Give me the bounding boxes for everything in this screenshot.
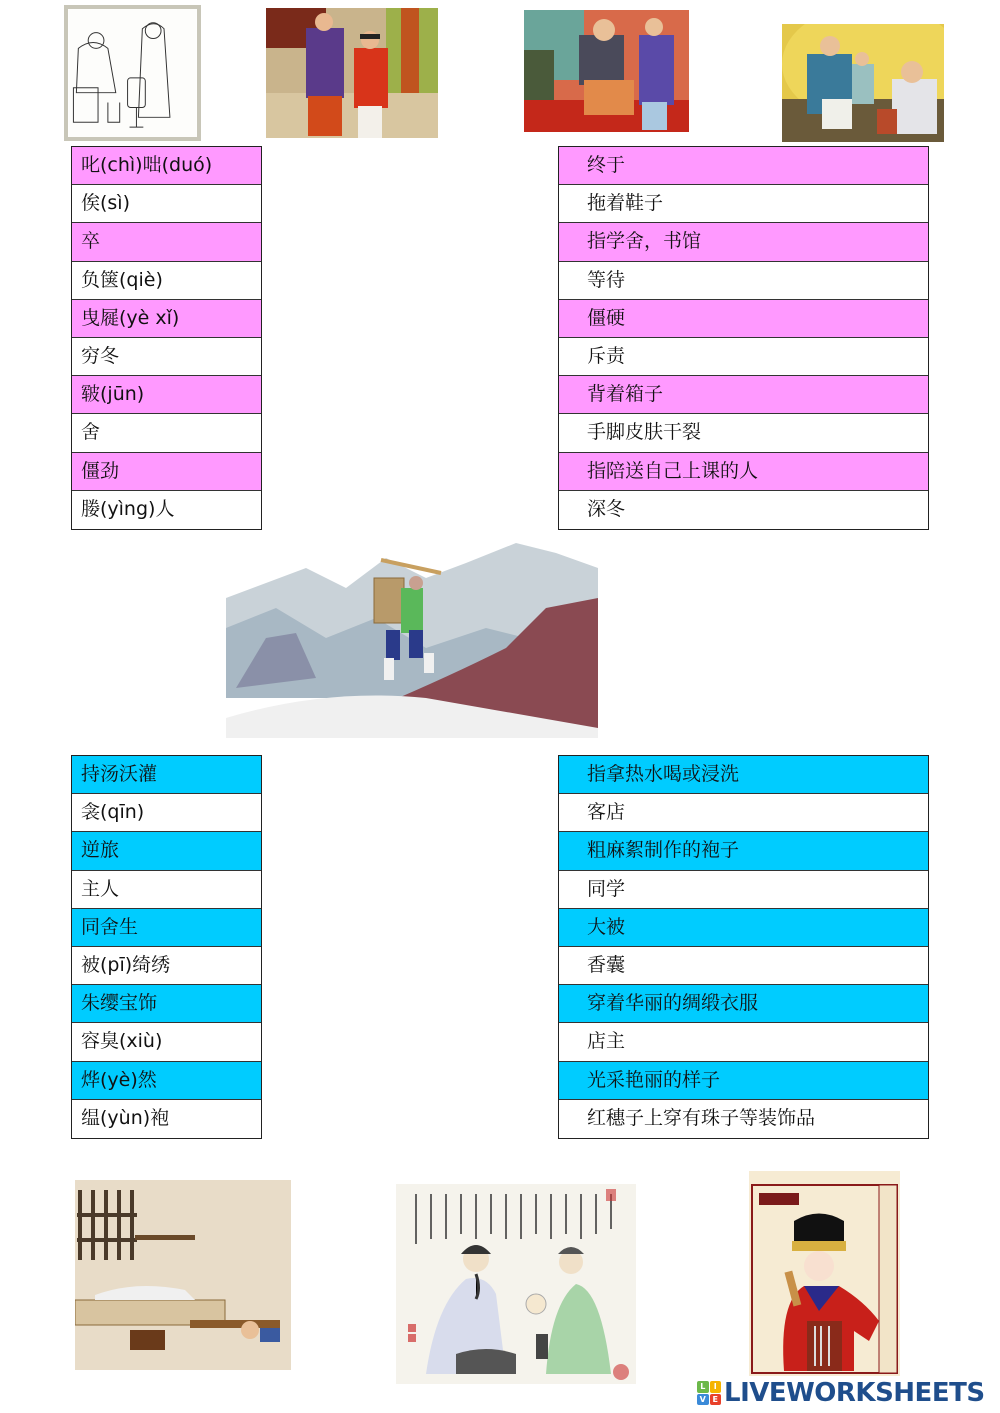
term-item[interactable]: 曳屣(yè xǐ) xyxy=(72,300,261,338)
term-item[interactable]: 穷冬 xyxy=(72,338,261,376)
ming-official-costume-image xyxy=(749,1171,900,1376)
term-item[interactable]: 僵劲 xyxy=(72,453,261,491)
term-item[interactable]: 皲(jūn) xyxy=(72,376,261,414)
meaning-item[interactable]: 客店 xyxy=(559,794,928,832)
term-item[interactable]: 逆旅 xyxy=(72,832,261,870)
meaning-item[interactable]: 背着箱子 xyxy=(559,376,928,414)
term-item[interactable]: 朱缨宝饰 xyxy=(72,985,261,1023)
term-item[interactable]: 衾(qīn) xyxy=(72,794,261,832)
meaning-item[interactable]: 穿着华丽的绸缎衣服 xyxy=(559,985,928,1023)
meaning-item[interactable]: 香囊 xyxy=(559,947,928,985)
badge-letter: E xyxy=(710,1394,722,1406)
meaning-item[interactable]: 斥责 xyxy=(559,338,928,376)
meaning-item[interactable]: 深冬 xyxy=(587,497,626,520)
tea-ink-painting-image xyxy=(396,1184,636,1384)
meaning-item[interactable]: 等待 xyxy=(559,262,928,300)
live-badge-icon xyxy=(697,1381,721,1405)
meaning-item[interactable]: 终于 xyxy=(559,147,928,185)
term-item[interactable]: 俟(sì) xyxy=(72,185,261,223)
badge-letter: V xyxy=(697,1394,709,1406)
term-item[interactable]: 媵(yìng)人 xyxy=(81,497,175,520)
term-item[interactable]: 缊(yùn)袍 xyxy=(81,1106,170,1129)
traveler-in-snow-image xyxy=(226,538,598,738)
logo-text: LIVEWORKSHEETS xyxy=(724,1378,985,1408)
term-item[interactable]: 同舍生 xyxy=(72,909,261,947)
term-item[interactable]: 容臭(xiù) xyxy=(72,1023,261,1061)
badge-letter: I xyxy=(710,1381,722,1393)
terms-table-2 xyxy=(71,755,262,1139)
terms-table-1 xyxy=(71,146,262,530)
meaning-item[interactable]: 店主 xyxy=(559,1023,928,1061)
meaning-item[interactable]: 大被 xyxy=(559,909,928,947)
badge-letter: L xyxy=(697,1381,709,1393)
term-item[interactable]: 烨(yè)然 xyxy=(72,1062,261,1100)
meaning-item[interactable]: 粗麻絮制作的袍子 xyxy=(559,832,928,870)
term-item[interactable]: 卒 xyxy=(72,223,261,261)
meanings-table-1 xyxy=(558,146,929,530)
liveworksheets-logo xyxy=(697,1376,985,1410)
teacher-and-student-image xyxy=(524,10,689,132)
term-item[interactable]: 舍 xyxy=(72,414,261,452)
term-item[interactable]: 持汤沃灌 xyxy=(72,756,261,794)
term-item[interactable]: 叱(chì)咄(duó) xyxy=(72,147,261,185)
meaning-item[interactable]: 指学舍，书馆 xyxy=(559,223,928,261)
meaning-item[interactable]: 同学 xyxy=(559,871,928,909)
term-item[interactable]: 主人 xyxy=(72,871,261,909)
term-item[interactable]: 负箧(qiè) xyxy=(72,262,261,300)
inn-room-scene-image xyxy=(75,1180,291,1370)
meaning-item[interactable]: 拖着鞋子 xyxy=(559,185,928,223)
meaning-item[interactable]: 红穗子上穿有珠子等装饰品 xyxy=(587,1106,816,1129)
meaning-item[interactable]: 指陪送自己上课的人 xyxy=(559,453,928,491)
meaning-item[interactable]: 指拿热水喝或浸洗 xyxy=(559,756,928,794)
two-men-in-courtyard-image xyxy=(266,8,438,138)
meanings-table-2 xyxy=(558,755,929,1139)
meaning-item[interactable]: 僵硬 xyxy=(559,300,928,338)
family-at-table-image xyxy=(782,24,944,142)
meaning-item[interactable]: 手脚皮肤干裂 xyxy=(559,414,928,452)
meaning-item[interactable]: 光采艳丽的样子 xyxy=(559,1062,928,1100)
term-item[interactable]: 被(pī)绮绣 xyxy=(72,947,261,985)
scholar-line-drawing-image xyxy=(64,5,201,141)
